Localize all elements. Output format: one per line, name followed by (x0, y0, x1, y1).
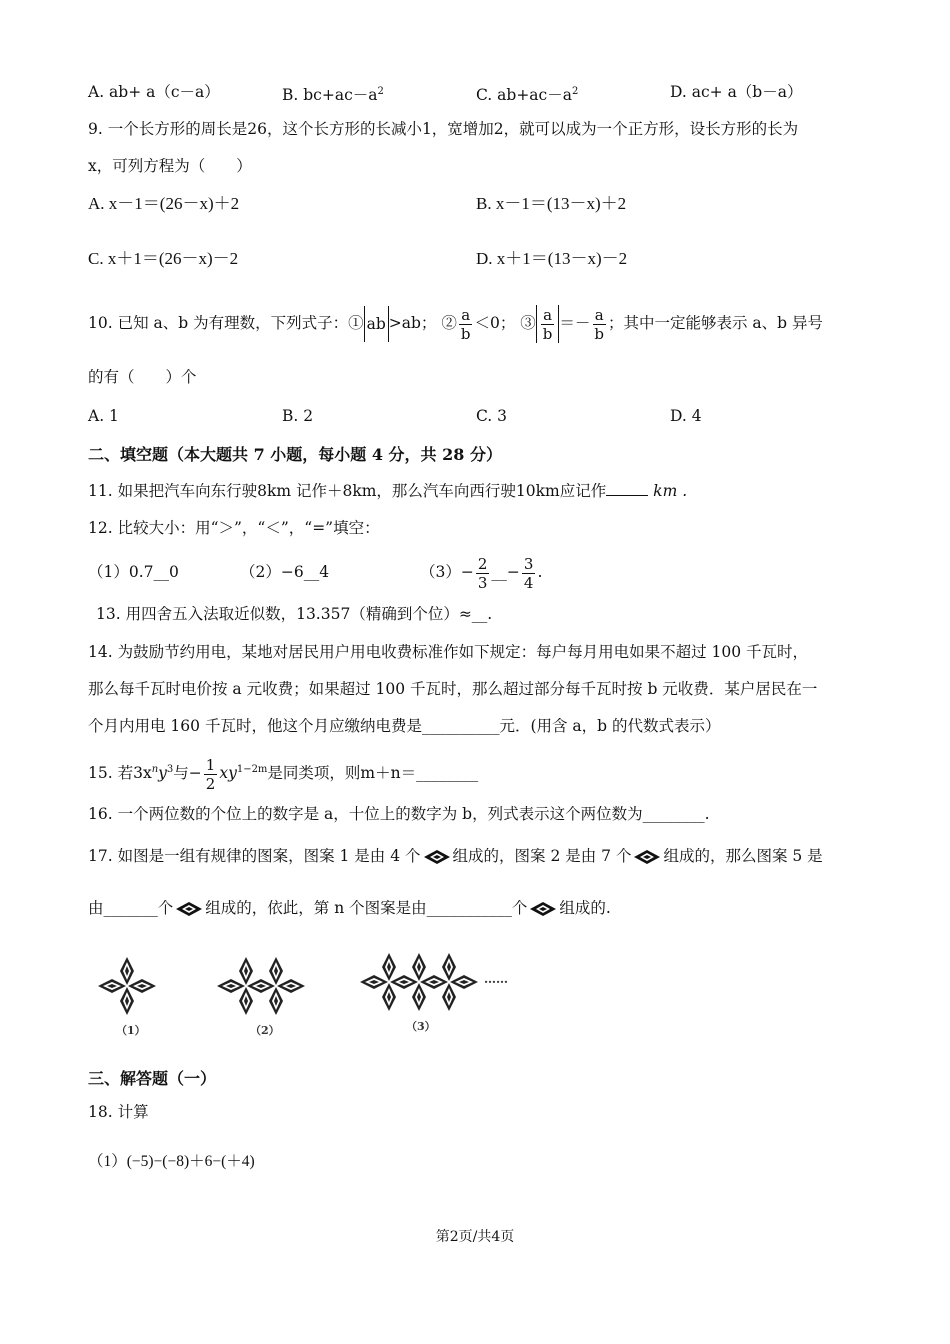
frac-num: 2 (477, 554, 488, 573)
q18-part1: （1）(−5)−(−8)＋6−(＋4) (88, 1153, 255, 1170)
pattern-ellipsis: …… (484, 972, 508, 986)
frac-den: b (594, 324, 604, 343)
pattern-label-1: （1） (116, 1024, 146, 1037)
q10-abs-frac-inner (541, 306, 555, 343)
q8-option-c (476, 82, 578, 105)
q12-part3-lead: （3）− (420, 563, 474, 581)
q17-l2b: 组成的，依此，第 n 个图案是由___________个 (205, 899, 528, 917)
pattern-figure-1 (96, 955, 158, 1017)
q15-exp-3: 3 (166, 764, 174, 775)
q12-frac-2-3 (476, 555, 490, 592)
frac-den: b (460, 324, 471, 343)
q15 (88, 748, 478, 795)
q14-line2: 那么每千瓦时电价按 a 元收费；如果超过 100 千瓦时，那么超过部分每千瓦时按 b 元收费．某户居民在一 (88, 680, 818, 698)
q10-expr1: >ab； ② (388, 314, 457, 332)
q9-option-d: D. x＋1＝(13－x)－2 (476, 249, 628, 268)
section-2-heading: 二、填空题（本大题共 7 小题，每小题 4 分，共 28 分） (88, 445, 502, 464)
q10-option-b: B. 2 (282, 407, 314, 425)
frac-num: a (594, 305, 604, 324)
q10-stem-line2: 的有（ ）个 (88, 368, 197, 386)
q10-frac-ab (459, 306, 473, 343)
q12-stem: 12. 比较大小：用“＞”，“＜”，“=”填空： (88, 519, 380, 537)
q17-l1a: 17. 如图是一组有规律的图案，图案 1 是由 4 个 (88, 847, 421, 865)
q10-abs-frac (536, 305, 560, 343)
q17-line1 (88, 846, 823, 866)
pattern-figure-2 (215, 955, 307, 1017)
q10-option-c: C. 3 (476, 407, 508, 425)
pattern-figure-3 (358, 950, 482, 1016)
q10-eq: ＝－ (559, 314, 591, 332)
q14-line1: 14. 为鼓励节约用电，某地对居民用户用电收费标准作如下规定：每户每月用电如果不超过 100 千瓦时， (88, 643, 809, 661)
frac-num: 1 (205, 755, 216, 774)
q10-frac-rhs (592, 306, 606, 343)
q15-with: 与− (173, 764, 202, 783)
q8-option-b-exp: 2 (377, 86, 384, 97)
frac-num: a (543, 305, 553, 324)
q17-line2 (88, 898, 611, 918)
q15-tail: 是同类项，则m＋n＝________ (267, 764, 479, 783)
q12-part3-mid: __− (491, 563, 520, 581)
q14-line3: 个月内用电 160 千瓦时，他这个月应缴纳电费是__________元．(用含 a，b 的代数式表示） (88, 717, 721, 735)
q15-y: y (158, 764, 167, 783)
page-footer: 第2页/共4页 (435, 1229, 515, 1245)
q12-frac-3-4 (522, 555, 536, 592)
q9-option-b: B. x－1＝(13－x)＋2 (476, 194, 627, 213)
q10-lead: 10. 已知 a、b 为有理数，下列式子：① (88, 314, 364, 332)
q13: 13. 用四舍五入法取近似数，13.357（精确到个位）≈__. (96, 605, 493, 623)
q17-l1c: 组成的，那么图案 5 是 (663, 847, 823, 865)
pattern-label-3: （3） (406, 1020, 436, 1033)
q8-option-d: D. ac+ a（b－a） (670, 83, 803, 101)
q12-part3-end: . (537, 563, 543, 581)
q15-xy: xy (219, 764, 237, 783)
q10-tail: ；其中一定能够表示 a、b 异号 (608, 314, 824, 332)
q16: 16. 一个两位数的个位上的数字是 a，十位上的数字为 b，列式表示这个两位数为________. (88, 805, 710, 823)
q10-abs-ab: ab (364, 306, 389, 342)
diamond-icon (424, 850, 450, 864)
diamond-icon (634, 850, 660, 864)
q12-part2: （2）−6__4 (240, 563, 330, 581)
q15-exp-n: n (151, 764, 159, 775)
q10-option-a: A. 1 (88, 407, 119, 425)
q8-option-c-exp: 2 (571, 86, 579, 97)
q9-option-a: A. x－1＝(26－x)＋2 (88, 194, 240, 213)
q8-option-a: A. ab+ a（c－a） (88, 83, 220, 101)
q11 (88, 481, 687, 501)
q11-unit: km . (653, 482, 688, 500)
q10-expr2: ＜0； ③ (474, 314, 536, 332)
pattern-label-2: （2） (250, 1024, 280, 1037)
q15-lead: 15. 若3x (88, 764, 152, 783)
q9-option-c: C. x＋1＝(26－x)－2 (88, 249, 239, 268)
q12-part3 (420, 550, 542, 594)
q9-stem-line1: 9. 一个长方形的周长是26，这个长方形的长减小1，宽增加2，就可以成为一个正方形，设长方形的长为 (88, 120, 799, 138)
frac-den: 2 (205, 774, 216, 793)
q15-frac-half (204, 756, 218, 793)
q11-blank (606, 481, 648, 496)
q10-stem-line1 (88, 305, 823, 343)
diamond-icon (530, 902, 556, 916)
q15-exp-1-2m: 1−2m (236, 764, 268, 775)
frac-num: a (461, 305, 471, 324)
section-3-heading: 三、解答题（一） (88, 1069, 217, 1088)
q17-l2a: 由_______个 (88, 899, 174, 917)
frac-den: 4 (523, 573, 534, 592)
frac-den: b (542, 324, 553, 343)
q8-option-b-text: B. bc+ac－a (282, 86, 378, 105)
diamond-icon (176, 902, 202, 916)
q8-option-c-text: C. ab+ac－a (476, 86, 572, 105)
q17-l1b: 组成的，图案 2 是由 7 个 (452, 847, 632, 865)
q11-text: 11. 如果把汽车向东行驶8km 记作＋8km，那么汽车向西行驶10km应记作 (88, 482, 607, 500)
q9-stem-line2: x，可列方程为（ ） (88, 157, 252, 175)
q17-l2c: 组成的. (559, 899, 611, 917)
q10-option-d: D. 4 (670, 407, 702, 425)
frac-den: 3 (477, 573, 488, 592)
frac-num: 3 (523, 554, 534, 573)
q8-option-b (282, 82, 384, 105)
q12-part1: （1）0.7__0 (88, 563, 179, 581)
q18-title: 18. 计算 (88, 1103, 149, 1121)
